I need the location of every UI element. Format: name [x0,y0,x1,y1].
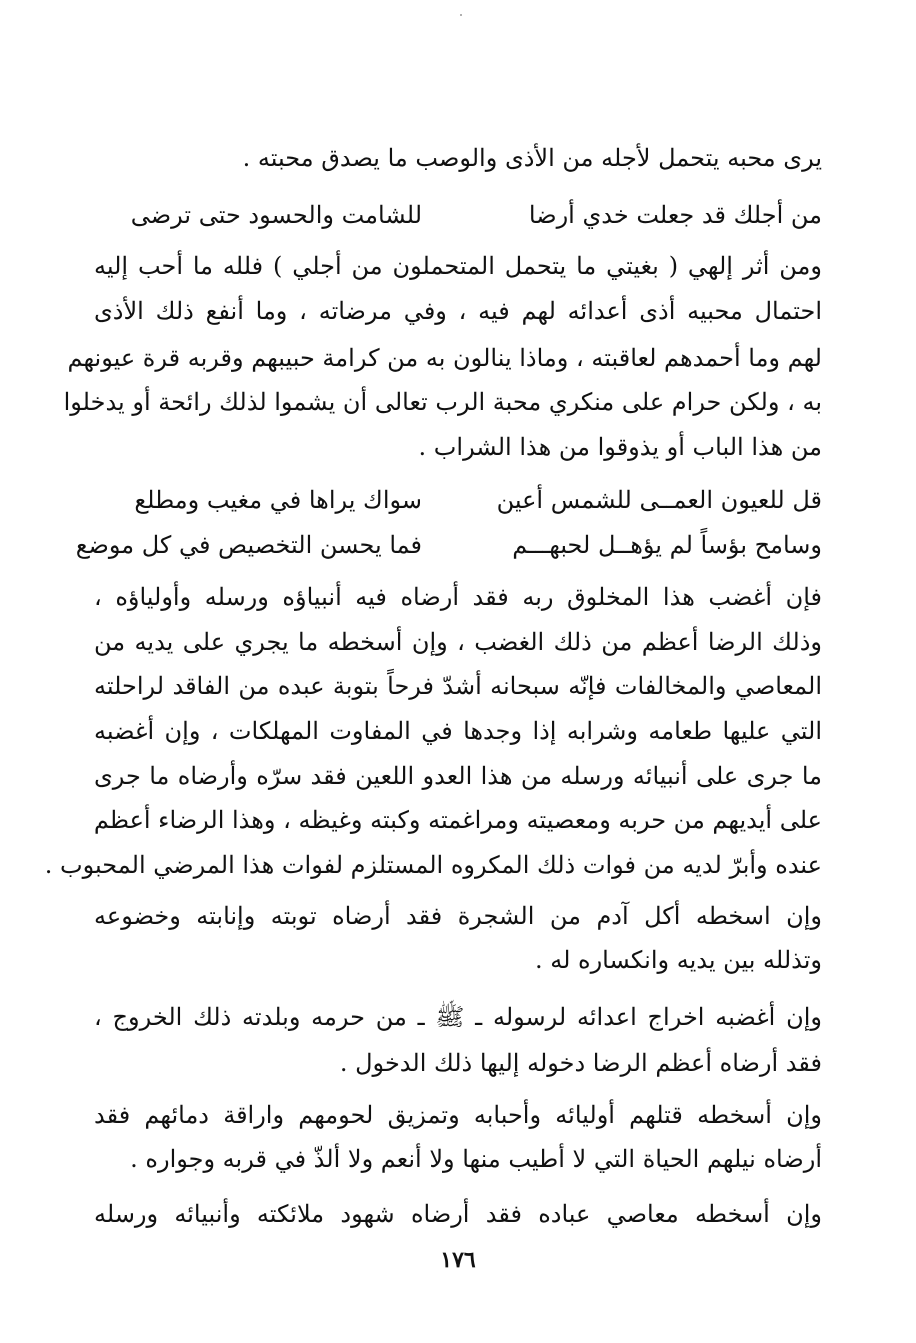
text-line: التي عليها طعامه وشرابه إذا وجدها في المفاوت المهلكات ، وإن أغضبه [94,717,822,745]
page-number: ١٧٦ [440,1247,476,1273]
text-line: عنده وأبرّ لديه من فوات ذلك المكروه المستلزم لفوات هذا المرضي المحبوب . [44,851,822,879]
verse-second-hemistich: فما يحسن التخصيص في كل موضع [75,531,422,559]
verse-first-hemistich: من أجلك قد جعلت خدي أرضا [528,201,822,229]
text-line: احتمال محبيه أذى أعدائه لهم فيه ، وفي مرضاته ، وما أنفع ذلك الأذى [94,297,822,325]
verse-first-hemistich: وسامح بؤساً لم يؤهــل لحبهـــم [512,531,822,559]
verse-second-hemistich: للشامت والحسود حتى ترضى [130,201,422,229]
text-line: ومن أثر إلهي ( بغيتي ما يتحمل المتحملون من أجلي ) فلله ما أحب إليه [94,252,822,280]
verse-second-hemistich: سواك يراها في مغيب ومطلع [134,486,422,514]
verse-first-hemistich: قل للعيون العمــى للشمس أعين [496,486,822,514]
text-line: وإن أسخطه قتلهم أوليائه وأحبابه وتمزيق لحومهم واراقة دمائهم فقد [94,1101,822,1129]
verse-line [94,480,822,520]
text-line: من هذا الباب أو يذوقوا من هذا الشراب . [418,433,822,461]
scan-speck [460,14,462,16]
text-line: المعاصي والمخالفات فإنّه سبحانه أشدّ فرحاً بتوبة عبده من الفاقد لراحلته [94,672,822,700]
verse-line [75,525,822,565]
text-line: على أيديهم من حربه ومعصيته ومراغمته وكبته وغيظه ، وهذا الرضاء أعظم [93,806,822,834]
text-line: فقد أرضاه أعظم الرضا دخوله إليها ذلك الدخول . [339,1049,822,1077]
text-line: لهم وما أحمدهم لعاقبته ، وماذا ينالون به من كرامة حبيبهم وقربه قرة عيونهم [67,344,822,372]
text-line: يرى محبه يتحمل لأجله من الأذى والوصب ما يصدق محبته . [242,144,822,172]
text-line: أرضاه نيلهم الحياة التي لا أطيب منها ولا أنعم ولا ألذّ في قربه وجواره . [130,1145,822,1173]
text-line: وذلك الرضا أعظم من ذلك الغضب ، وإن أسخطه ما يجري على يديه من [94,628,822,656]
text-line: وإن أغضبه اخراج اعدائه لرسوله ـ ﷺ ـ من حرمه وبلدته ذلك الخروج ، [94,1003,822,1031]
text-line: فإن أغضب هذا المخلوق ربه فقد أرضاه فيه أنبياؤه ورسله وأولياؤه ، [94,583,822,611]
text-line: وإن أسخطه معاصي عباده فقد أرضاه شهود ملائكته وأنبيائه ورسله [94,1200,822,1228]
text-line: به ، ولكن حرام على منكري محبة الرب تعالى أن يشموا لذلك رائحة أو يدخلوا [63,388,822,416]
verse-line [94,195,822,235]
text-line: وإن اسخطه أكل آدم من الشجرة فقد أرضاه توبته وإنابته وخضوعه [94,902,822,930]
text-line: وتذلله بين يديه وانكساره له . [534,946,822,974]
text-line: ما جرى على أنبيائه ورسله من هذا العدو اللعين فقد سرّه وأرضاه ما جرى [94,762,822,790]
